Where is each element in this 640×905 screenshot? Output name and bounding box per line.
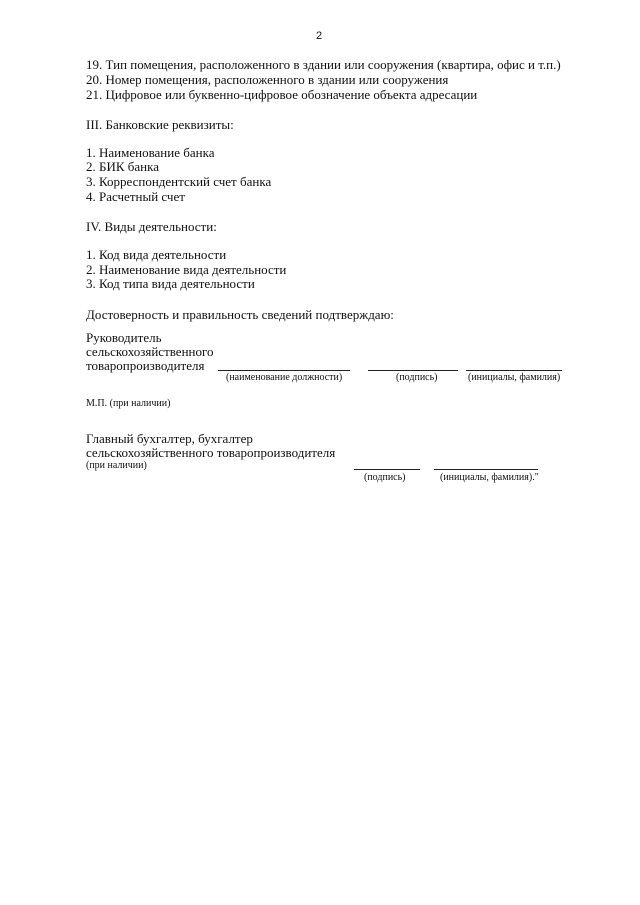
head-title-line: Руководитель	[86, 330, 162, 345]
accountant-signature-caption: (подпись)	[364, 472, 406, 483]
activity-item: 3. Код типа вида деятельности	[86, 276, 255, 291]
accountant-signature-line	[354, 469, 420, 470]
position-caption: (наименование должности)	[226, 372, 343, 383]
accountant-name-caption: (инициалы, фамилия)."	[440, 472, 539, 483]
bank-item: 1. Наименование банка	[86, 145, 215, 160]
address-item-19: 19. Тип помещения, расположенного в здании или сооружения (квартира, офис и т.п.)	[86, 57, 561, 72]
bank-item: 4. Расчетный счет	[86, 189, 185, 204]
confirmation-text: Достоверность и правильность сведений подтверждаю:	[86, 307, 394, 322]
bank-item: 2. БИК банка	[86, 159, 160, 174]
page-number: 2	[316, 30, 323, 42]
bank-item: 3. Корреспондентский счет банка	[86, 174, 272, 189]
position-signature-line	[218, 370, 350, 371]
accountant-name-line	[434, 469, 538, 470]
accountant-note: (при наличии)	[86, 460, 147, 471]
accountant-title-line: сельскохозяйственного товаропроизводителя	[86, 445, 336, 460]
head-name-line	[466, 370, 562, 371]
head-title-line: сельскохозяйственного	[86, 344, 214, 359]
address-item-21: 21. Цифровое или буквенно-цифровое обозначение объекта адресации	[86, 87, 478, 102]
activity-item: 2. Наименование вида деятельности	[86, 262, 287, 277]
address-item-20: 20. Номер помещения, расположенного в здании или сооружения	[86, 72, 449, 87]
head-signature-line	[368, 370, 458, 371]
accountant-title-line: Главный бухгалтер, бухгалтер	[86, 431, 253, 446]
activity-section-heading: IV. Виды деятельности:	[86, 219, 217, 234]
head-title-line: товаропроизводителя	[86, 358, 205, 373]
head-name-caption: (инициалы, фамилия)	[468, 372, 561, 383]
head-signature-caption: (подпись)	[396, 372, 438, 383]
activity-item: 1. Код вида деятельности	[86, 247, 227, 262]
stamp-note: М.П. (при наличии)	[86, 398, 171, 409]
bank-section-heading: III. Банковские реквизиты:	[86, 117, 234, 132]
